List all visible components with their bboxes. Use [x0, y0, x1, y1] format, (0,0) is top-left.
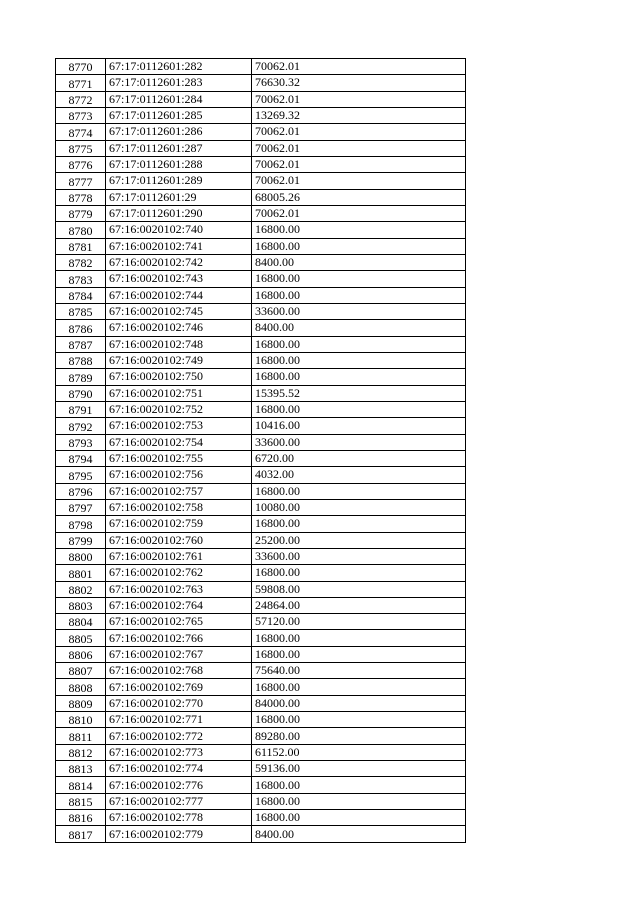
- row-number-cell: 8783: [56, 271, 106, 287]
- value-cell: 16800.00: [252, 679, 466, 695]
- value-cell: 75640.00: [252, 663, 466, 679]
- table-row: [56, 287, 466, 303]
- value-cell: 70062.01: [252, 91, 466, 107]
- value-cell: 70062.01: [252, 156, 466, 172]
- value-cell: 4032.00: [252, 467, 466, 483]
- table-row: [56, 156, 466, 172]
- row-number-cell: 8814: [56, 777, 106, 793]
- value-cell: 59808.00: [252, 581, 466, 597]
- table-row: [56, 614, 466, 630]
- value-cell: 33600.00: [252, 303, 466, 319]
- value-cell: 33600.00: [252, 434, 466, 450]
- table-row: [56, 597, 466, 613]
- table-row: [56, 418, 466, 434]
- table-row: [56, 434, 466, 450]
- cadastral-number-cell: 67:16:0020102:749: [106, 352, 252, 368]
- table-row: [56, 336, 466, 352]
- value-cell: 16800.00: [252, 271, 466, 287]
- row-number-cell: 8782: [56, 254, 106, 270]
- row-number-cell: 8793: [56, 434, 106, 450]
- row-number-cell: 8812: [56, 744, 106, 760]
- cadastral-number-cell: 67:16:0020102:742: [106, 254, 252, 270]
- table-row: [56, 810, 466, 826]
- row-number-cell: 8784: [56, 287, 106, 303]
- cadastral-number-cell: 67:17:0112601:287: [106, 140, 252, 156]
- table-row: [56, 238, 466, 254]
- value-cell: 70062.01: [252, 205, 466, 221]
- table-row: [56, 532, 466, 548]
- row-number-cell: 8770: [56, 59, 106, 75]
- cadastral-number-cell: 67:16:0020102:744: [106, 287, 252, 303]
- data-table: [55, 58, 466, 843]
- row-number-cell: 8792: [56, 418, 106, 434]
- row-number-cell: 8785: [56, 303, 106, 319]
- row-number-cell: 8779: [56, 205, 106, 221]
- table-row: [56, 728, 466, 744]
- row-number-cell: 8807: [56, 663, 106, 679]
- value-cell: 13269.32: [252, 107, 466, 123]
- row-number-cell: 8803: [56, 597, 106, 613]
- table-row: [56, 565, 466, 581]
- cadastral-number-cell: 67:16:0020102:748: [106, 336, 252, 352]
- table-row: [56, 499, 466, 515]
- value-cell: 10416.00: [252, 418, 466, 434]
- value-cell: 8400.00: [252, 254, 466, 270]
- value-cell: 16800.00: [252, 287, 466, 303]
- cadastral-number-cell: 67:16:0020102:758: [106, 499, 252, 515]
- value-cell: 70062.01: [252, 140, 466, 156]
- cadastral-number-cell: 67:16:0020102:773: [106, 744, 252, 760]
- cadastral-number-cell: 67:16:0020102:776: [106, 777, 252, 793]
- table-row: [56, 205, 466, 221]
- table-row: [56, 679, 466, 695]
- value-cell: 16800.00: [252, 630, 466, 646]
- cadastral-number-cell: 67:16:0020102:740: [106, 222, 252, 238]
- cadastral-number-cell: 67:16:0020102:777: [106, 793, 252, 809]
- table-row: [56, 793, 466, 809]
- cadastral-number-cell: 67:16:0020102:762: [106, 565, 252, 581]
- cadastral-number-cell: 67:17:0112601:289: [106, 173, 252, 189]
- table-row: [56, 630, 466, 646]
- table-row: [56, 744, 466, 760]
- cadastral-number-cell: 67:16:0020102:760: [106, 532, 252, 548]
- cadastral-number-cell: 67:16:0020102:755: [106, 450, 252, 466]
- table-row: [56, 712, 466, 728]
- row-number-cell: 8801: [56, 565, 106, 581]
- cadastral-number-cell: 67:17:0112601:285: [106, 107, 252, 123]
- cadastral-number-cell: 67:17:0112601:282: [106, 59, 252, 75]
- row-number-cell: 8813: [56, 761, 106, 777]
- cadastral-number-cell: 67:16:0020102:769: [106, 679, 252, 695]
- row-number-cell: 8789: [56, 369, 106, 385]
- value-cell: 8400.00: [252, 320, 466, 336]
- table-row: [56, 401, 466, 417]
- value-cell: 16800.00: [252, 712, 466, 728]
- value-cell: 10080.00: [252, 499, 466, 515]
- cadastral-number-cell: 67:16:0020102:770: [106, 695, 252, 711]
- row-number-cell: 8802: [56, 581, 106, 597]
- table-row: [56, 140, 466, 156]
- value-cell: 57120.00: [252, 614, 466, 630]
- table-row: [56, 107, 466, 123]
- table-row: [56, 646, 466, 662]
- value-cell: 70062.01: [252, 124, 466, 140]
- value-cell: 61152.00: [252, 744, 466, 760]
- table-row: [56, 59, 466, 75]
- value-cell: 24864.00: [252, 597, 466, 613]
- cadastral-number-cell: 67:16:0020102:772: [106, 728, 252, 744]
- cadastral-number-cell: 67:16:0020102:753: [106, 418, 252, 434]
- cadastral-number-cell: 67:16:0020102:766: [106, 630, 252, 646]
- row-number-cell: 8797: [56, 499, 106, 515]
- cadastral-number-cell: 67:16:0020102:746: [106, 320, 252, 336]
- row-number-cell: 8806: [56, 646, 106, 662]
- value-cell: 8400.00: [252, 826, 466, 842]
- table-row: [56, 467, 466, 483]
- value-cell: 15395.52: [252, 385, 466, 401]
- row-number-cell: 8805: [56, 630, 106, 646]
- row-number-cell: 8775: [56, 140, 106, 156]
- cadastral-number-cell: 67:16:0020102:764: [106, 597, 252, 613]
- table-row: [56, 222, 466, 238]
- row-number-cell: 8773: [56, 107, 106, 123]
- value-cell: 16800.00: [252, 810, 466, 826]
- row-number-cell: 8804: [56, 614, 106, 630]
- row-number-cell: 8787: [56, 336, 106, 352]
- cadastral-number-cell: 67:16:0020102:778: [106, 810, 252, 826]
- value-cell: 25200.00: [252, 532, 466, 548]
- value-cell: 16800.00: [252, 369, 466, 385]
- table-row: [56, 303, 466, 319]
- table-row: [56, 91, 466, 107]
- cadastral-number-cell: 67:16:0020102:754: [106, 434, 252, 450]
- cadastral-number-cell: 67:16:0020102:761: [106, 548, 252, 564]
- row-number-cell: 8798: [56, 516, 106, 532]
- cadastral-number-cell: 67:17:0112601:286: [106, 124, 252, 140]
- table-body: [56, 59, 466, 843]
- cadastral-number-cell: 67:16:0020102:756: [106, 467, 252, 483]
- cadastral-number-cell: 67:16:0020102:752: [106, 401, 252, 417]
- table-row: [56, 320, 466, 336]
- row-number-cell: 8811: [56, 728, 106, 744]
- table-row: [56, 189, 466, 205]
- row-number-cell: 8815: [56, 793, 106, 809]
- table-row: [56, 369, 466, 385]
- value-cell: 68005.26: [252, 189, 466, 205]
- value-cell: 16800.00: [252, 646, 466, 662]
- cadastral-number-cell: 67:16:0020102:750: [106, 369, 252, 385]
- value-cell: 76630.32: [252, 75, 466, 91]
- cadastral-number-cell: 67:16:0020102:741: [106, 238, 252, 254]
- value-cell: 16800.00: [252, 793, 466, 809]
- row-number-cell: 8790: [56, 385, 106, 401]
- cadastral-number-cell: 67:16:0020102:757: [106, 483, 252, 499]
- table-row: [56, 516, 466, 532]
- cadastral-number-cell: 67:16:0020102:765: [106, 614, 252, 630]
- table-row: [56, 777, 466, 793]
- row-number-cell: 8776: [56, 156, 106, 172]
- value-cell: 16800.00: [252, 516, 466, 532]
- row-number-cell: 8809: [56, 695, 106, 711]
- row-number-cell: 8780: [56, 222, 106, 238]
- row-number-cell: 8786: [56, 320, 106, 336]
- cadastral-number-cell: 67:16:0020102:751: [106, 385, 252, 401]
- cadastral-number-cell: 67:17:0112601:288: [106, 156, 252, 172]
- table-row: [56, 75, 466, 91]
- table-row: [56, 548, 466, 564]
- row-number-cell: 8795: [56, 467, 106, 483]
- table-row: [56, 173, 466, 189]
- cadastral-number-cell: 67:16:0020102:771: [106, 712, 252, 728]
- row-number-cell: 8816: [56, 810, 106, 826]
- row-number-cell: 8772: [56, 91, 106, 107]
- row-number-cell: 8794: [56, 450, 106, 466]
- value-cell: 16800.00: [252, 336, 466, 352]
- cadastral-number-cell: 67:17:0112601:290: [106, 205, 252, 221]
- value-cell: 33600.00: [252, 548, 466, 564]
- table-row: [56, 761, 466, 777]
- cadastral-number-cell: 67:16:0020102:759: [106, 516, 252, 532]
- row-number-cell: 8781: [56, 238, 106, 254]
- row-number-cell: 8800: [56, 548, 106, 564]
- cadastral-number-cell: 67:17:0112601:29: [106, 189, 252, 205]
- row-number-cell: 8796: [56, 483, 106, 499]
- cadastral-number-cell: 67:16:0020102:779: [106, 826, 252, 842]
- cadastral-number-cell: 67:17:0112601:283: [106, 75, 252, 91]
- cadastral-number-cell: 67:16:0020102:767: [106, 646, 252, 662]
- value-cell: 59136.00: [252, 761, 466, 777]
- value-cell: 70062.01: [252, 173, 466, 189]
- table-row: [56, 826, 466, 842]
- row-number-cell: 8778: [56, 189, 106, 205]
- row-number-cell: 8774: [56, 124, 106, 140]
- value-cell: 89280.00: [252, 728, 466, 744]
- table-row: [56, 352, 466, 368]
- table-row: [56, 385, 466, 401]
- row-number-cell: 8771: [56, 75, 106, 91]
- table-row: [56, 695, 466, 711]
- cadastral-number-cell: 67:17:0112601:284: [106, 91, 252, 107]
- row-number-cell: 8788: [56, 352, 106, 368]
- table-row: [56, 254, 466, 270]
- row-number-cell: 8777: [56, 173, 106, 189]
- row-number-cell: 8817: [56, 826, 106, 842]
- value-cell: 16800.00: [252, 238, 466, 254]
- table-row: [56, 124, 466, 140]
- table-row: [56, 663, 466, 679]
- value-cell: 6720.00: [252, 450, 466, 466]
- value-cell: 70062.01: [252, 59, 466, 75]
- value-cell: 16800.00: [252, 777, 466, 793]
- value-cell: 16800.00: [252, 565, 466, 581]
- table-row: [56, 271, 466, 287]
- table-row: [56, 483, 466, 499]
- row-number-cell: 8808: [56, 679, 106, 695]
- cadastral-number-cell: 67:16:0020102:768: [106, 663, 252, 679]
- row-number-cell: 8799: [56, 532, 106, 548]
- row-number-cell: 8791: [56, 401, 106, 417]
- cadastral-number-cell: 67:16:0020102:763: [106, 581, 252, 597]
- value-cell: 16800.00: [252, 352, 466, 368]
- cadastral-number-cell: 67:16:0020102:745: [106, 303, 252, 319]
- value-cell: 16800.00: [252, 222, 466, 238]
- cadastral-number-cell: 67:16:0020102:743: [106, 271, 252, 287]
- value-cell: 16800.00: [252, 401, 466, 417]
- row-number-cell: 8810: [56, 712, 106, 728]
- value-cell: 16800.00: [252, 483, 466, 499]
- table-row: [56, 581, 466, 597]
- cadastral-number-cell: 67:16:0020102:774: [106, 761, 252, 777]
- value-cell: 84000.00: [252, 695, 466, 711]
- table-row: [56, 450, 466, 466]
